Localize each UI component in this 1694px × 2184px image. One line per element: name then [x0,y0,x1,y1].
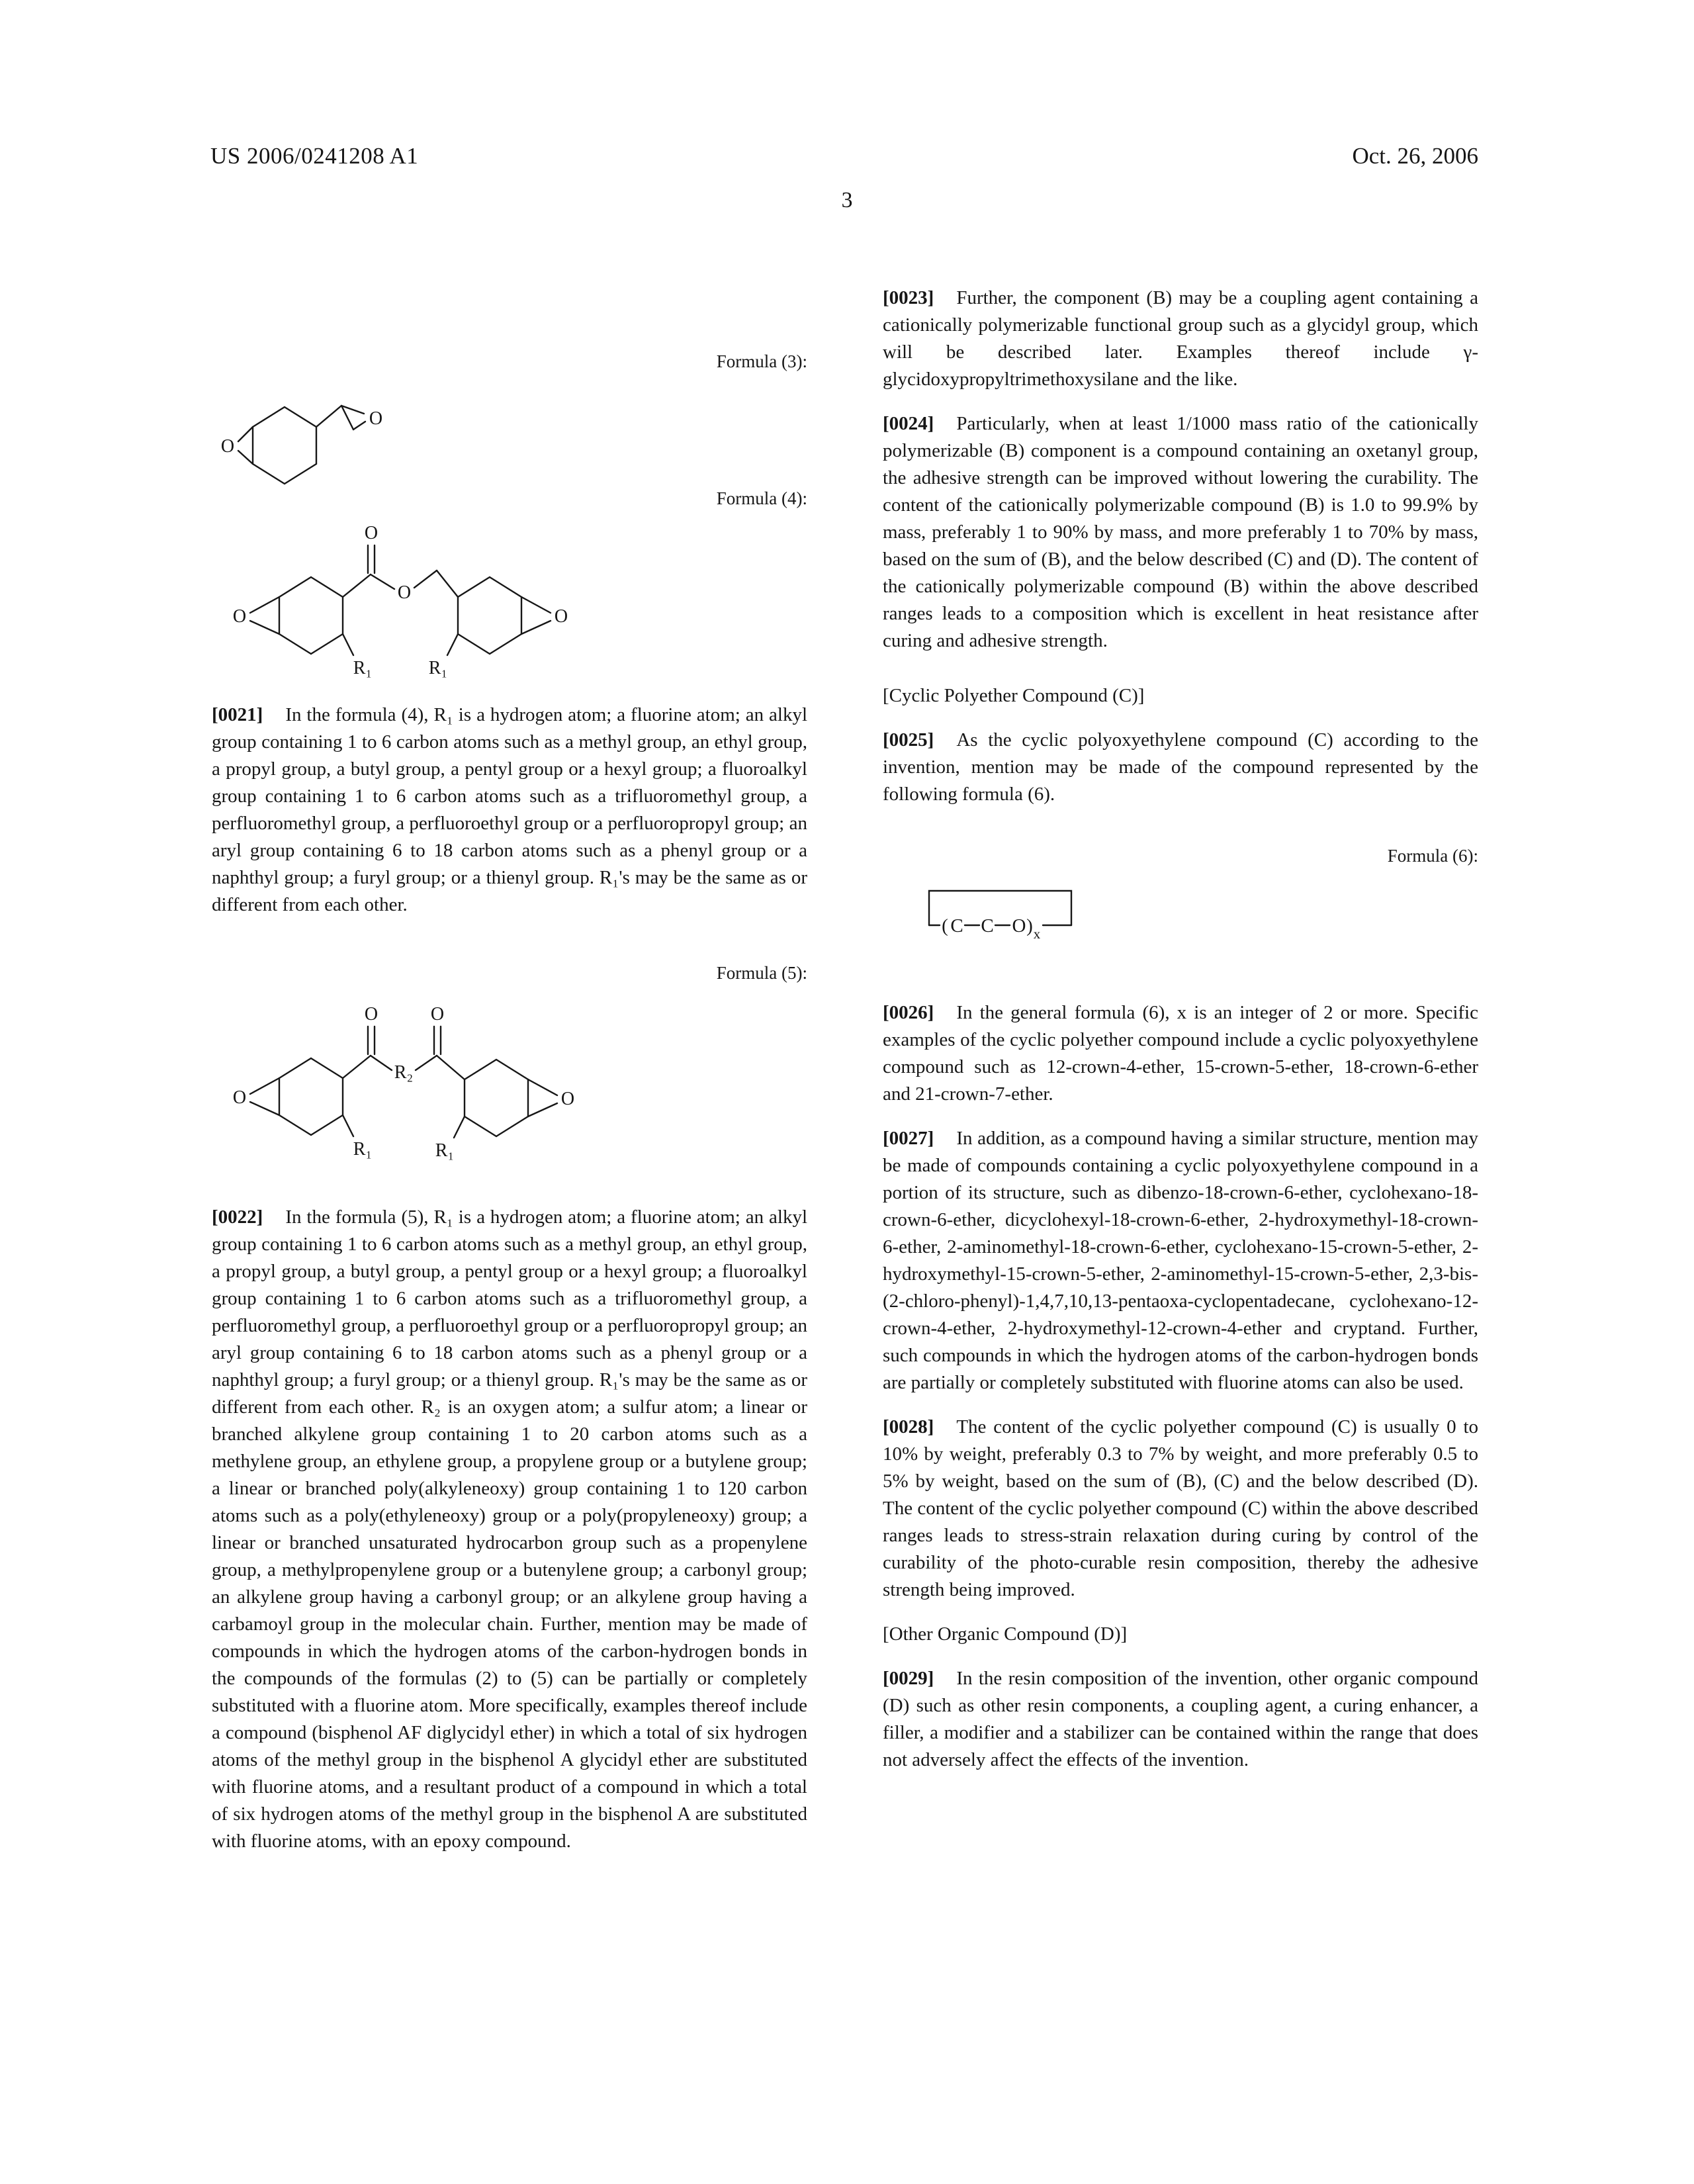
oxygen-label: O [369,408,383,429]
r2-label: R₂ [394,1062,414,1083]
r1-label: R₁ [435,1140,455,1161]
section-heading-cyclic-polyether: [Cyclic Polyether Compound (C)] [883,685,1145,706]
carbonyl-group [343,523,378,597]
paragraph-text: As the cyclic polyoxyethylene compound (C) according to the invention, mention may be made of the compound represented by the following formula (6). [883,729,1478,805]
epoxide-group-right [528,1079,574,1116]
carbon-label: C [981,915,994,936]
formula-5-structure [212,991,622,1163]
paragraph-0023 [883,285,1478,393]
oxygen-label: O [560,1089,575,1109]
oxygen-label: O [232,1087,247,1108]
epoxide-group [221,427,253,464]
formula-3-structure [212,379,430,485]
paragraph-number: [0027] [883,1128,934,1149]
publication-date: Oct. 26, 2006 [1352,143,1478,169]
repeat-unit-chain [929,915,1071,942]
oxygen-label: O [232,606,247,627]
oxygen-label: O [430,1004,445,1024]
formula-6-label: Formula (6): [1387,846,1478,866]
r1-label: R₁ [353,1139,373,1160]
paragraph-number: [0026] [883,1002,934,1023]
paragraph-0021 [212,702,807,919]
epoxide-group-right [521,597,568,634]
subscript-x: x [1033,926,1041,942]
carbonyl-group-left [343,1004,378,1078]
oxygen-label: O [554,606,568,627]
paragraph-text: In addition, as a compound having a similar structure, mention may be made of compounds containing a cyclic polyoxyethylene compound in a portion of its structure, such as dibenzo-18-crown-6-ether, cyclohexano-18-crown-6-ether, dicyclohexyl-18-crown-6-ether, 2-hydroxymethyl-18-crown-6-ether, 2-aminomethyl-18-crown-6-ether, cyclohexano-15-crown-5-ether, 2-hydroxymethyl-15-crown-5-ether, 2-aminomethyl-15-crown-5-ether, 2,3-bis-(2-chloro-phenyl)-1,4,7,10,13-pentaoxa-cyclopentadecane, cyclohexano-12-crown-4-ether, 2-hydroxymethyl-12-crown-4-ether and cryptand. Further, such compounds in which the hydrogen atoms of the carbon-hydrogen bonds are partially or completely substituted with fluorine atoms can also be used. [883,1128,1478,1393]
r1-substituent-left [343,1115,372,1160]
carbonyl-group-right [431,1004,465,1079]
paragraph-text: The content of the cyclic polyether compound (C) is usually 0 to 10% by weight, preferably 0.3 to 7% by weight, and more preferably 0.5 to 5% by weight, based on the sum of (B), (C) and the below described (D). The content of the cyclic polyether compound (C) within the above described ranges leads to stress-strain relaxation during curing by control of the curability of the photo-curable resin composition, thereby the adhesive strength being improved. [883,1416,1478,1600]
epoxide-group-left [233,597,279,634]
r1-substituent-right [429,634,458,678]
cyclohexane-ring-right [465,1060,528,1136]
oxygen-label: O [364,523,379,543]
formula-6-structure [903,879,1101,952]
formula-4-label: Formula (4): [716,488,807,508]
paragraph-number: [0022] [212,1206,263,1228]
paragraph-0024 [883,410,1478,655]
oxygen-label: O [1012,915,1026,936]
cyclohexane-ring-right [458,577,521,654]
paragraph-number: [0024] [883,413,934,434]
cyclohexane-ring-left [279,1058,343,1135]
paragraph-0022 [212,1204,807,1855]
paragraph-number: [0029] [883,1668,934,1689]
epoxide-group-left [233,1078,279,1115]
oxygen-label: O [397,582,412,603]
carbon-label: C [950,915,963,936]
formula-4-structure [212,516,615,682]
r1-label: R₁ [428,658,448,678]
paragraph-number: [0021] [212,704,263,725]
paragraph-0025 [883,727,1478,808]
r1-substituent-left [343,634,372,678]
left-column [212,338,807,1855]
paragraph-text: In the formula (5), R₁ is a hydrogen atom; a fluorine atom; an alkyl group containing 1 to 6 carbon atoms such as a methyl group, an ethyl group, a propyl group, a butyl group, a pentyl group or a hexyl group; a fluoroalkyl group containing 1 to 6 carbon atoms such as a trifluoromethyl group, a perfluoromethyl group, a perfluoroethyl group or a perfluoropropyl group; an aryl group containing 6 to 18 carbon atoms such as a phenyl group or a naphthyl group; a furyl group; or a thienyl group. R₁'s may be the same as or different from each other. R₂ is an oxygen atom; a sulfur atom; a linear or branched alkylene group containing 1 to 20 carbon atoms such as a methylene group, an ethylene group, a propylene group or a butylene group; a linear or branched poly(alkyleneoxy) group containing 1 to 120 carbon atoms such as a poly(ethyleneoxy) group or a poly(propyleneoxy) group; a linear or branched unsaturated hydrocarbon group such as a propenylene group, a methylpropenylene group or a butenylene group; a carbonyl group; an alkylene group having a carbonyl group; or an alkylene group having a carbamoyl group in the molecular chain. Further, mention may be made of compounds in which the hydrogen atoms of the carbon-hydrogen bonds in the compounds of the formulas (2) to (5) can be partially or completely substituted with a fluorine atom. More specifically, examples thereof include a compound (bisphenol AF diglycidyl ether) in which a total of six hydrogen atoms of the methyl group in the bisphenol A glycidyl ether are substituted with fluorine atoms, and a resultant product of a compound in which a total of six hydrogen atoms of the methyl group in the bisphenol A are substituted with fluorine atoms, with an epoxy compound. [212,1206,807,1852]
paragraph-0027 [883,1125,1478,1396]
oxirane-side-chain [316,406,382,430]
cyclohexane-ring-left [279,577,343,654]
paragraph-text: Further, the component (B) may be a coupling agent containing a cationically polymerizable functional group such as a glycidyl group, which will be described later. Examples thereof include γ-glycidoxypropyltrimethoxysilane and the like. [883,287,1478,390]
ester-linkage [371,570,458,603]
paragraph-number: [0023] [883,287,934,308]
close-paren: ) [1026,915,1033,936]
paragraph-text: Particularly, when at least 1/1000 mass ratio of the cationically polymerizable (B) component is a compound containing an oxetanyl group, the adhesive strength can be improved without lowering the curability. The content of the cationically polymerizable compound (B) is 1.0 to 99.9% by mass, preferably 1 to 90% by mass, and more preferably 1 to 70% by mass, based on the sum of (B), and the below described (C) and (D). The content of the cationically polymerizable compound (B) within the above described ranges leads to a composition which is excellent in heat resistance after curing and adhesive strength. [883,413,1478,651]
open-paren: ( [942,915,948,936]
paragraph-0029 [883,1665,1478,1774]
paragraph-0026 [883,999,1478,1108]
oxygen-label: O [220,436,235,457]
r1-label: R₁ [353,658,373,678]
paragraph-text: In the general formula (6), x is an integer of 2 or more. Specific examples of the cyclic polyether compound include a cyclic polyoxyethylene compound such as 12-crown-4-ether, 15-crown-5-ether, 18-crown-6-ether and 21-crown-7-ether. [883,1002,1478,1105]
right-column [883,285,1478,1774]
formula-3-label: Formula (3): [716,351,807,371]
section-heading-other-organic: [Other Organic Compound (D)] [883,1623,1128,1645]
cyclohexane-ring [253,407,316,484]
paragraph-number: [0028] [883,1416,934,1437]
paragraph-0028 [883,1414,1478,1604]
paragraph-number: [0025] [883,729,934,751]
r1-substituent-right [435,1116,465,1161]
page-number: 3 [841,188,853,212]
r2-linkage [371,1056,437,1083]
paragraph-text: In the resin composition of the invention, other organic compound (D) such as other resin components, a coupling agent, a curing enhancer, a filler, a modifier and a stabilizer can be contained within the range that does not adversely affect the effects of the invention. [883,1668,1478,1770]
patent-number: US 2006/0241208 A1 [210,143,419,169]
formula-5-label: Formula (5): [716,963,807,983]
oxygen-label: O [364,1004,379,1024]
paragraph-text: In the formula (4), R₁ is a hydrogen atom; a fluorine atom; an alkyl group containing 1 to 6 carbon atoms such as a methyl group, an ethyl group, a propyl group, a butyl group, a pentyl group or a hexyl group; a fluoroalkyl group containing 1 to 6 carbon atoms such as a trifluoromethyl group, a perfluoromethyl group, a perfluoroethyl group or a perfluoropropyl group; an aryl group containing 6 to 18 carbon atoms such as a phenyl group or a naphthyl group; a furyl group; or a thienyl group. R₁'s may be the same as or different from each other. [212,704,807,915]
